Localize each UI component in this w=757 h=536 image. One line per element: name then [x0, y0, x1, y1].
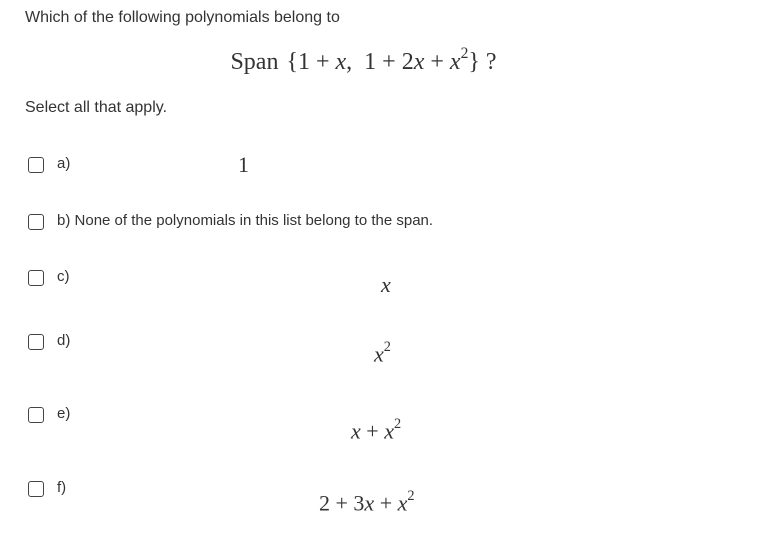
option-b-label [57, 212, 433, 229]
option-f-checkbox[interactable] [28, 481, 44, 497]
option-b-letter: b) [57, 212, 71, 229]
option-e-expression: $x + x^2$ [351, 415, 402, 444]
option-d-label: d) [57, 332, 71, 349]
option-e-label: e) [57, 405, 71, 422]
option-f-expression: $2 + 3x + x^2$ [319, 487, 415, 516]
span-expression [0, 44, 727, 76]
option-a-expression: 1 [238, 152, 249, 177]
option-c-label: c) [57, 268, 70, 285]
option-b-checkbox[interactable] [28, 214, 44, 230]
option-e-checkbox[interactable] [28, 407, 44, 423]
span-question-mark: ? [485, 49, 497, 75]
option-b-text: None of the polynomials in this list belong to the span. [74, 212, 434, 229]
span-set: {1 + x, $1 + 2x + x^2$} [284, 44, 480, 75]
question-prompt: Which of the following polynomials belong to [25, 9, 340, 26]
option-a-label: a) [57, 155, 71, 172]
option-f-label: f) [57, 479, 67, 496]
option-c-expression: x [381, 272, 391, 297]
select-all-instruction: Select all that apply. [25, 99, 168, 116]
span-word: Span [230, 49, 279, 75]
option-c-checkbox[interactable] [28, 270, 44, 286]
option-a-checkbox[interactable] [28, 157, 44, 173]
option-d-expression: $x^2$ [374, 338, 391, 367]
option-d-checkbox[interactable] [28, 334, 44, 350]
